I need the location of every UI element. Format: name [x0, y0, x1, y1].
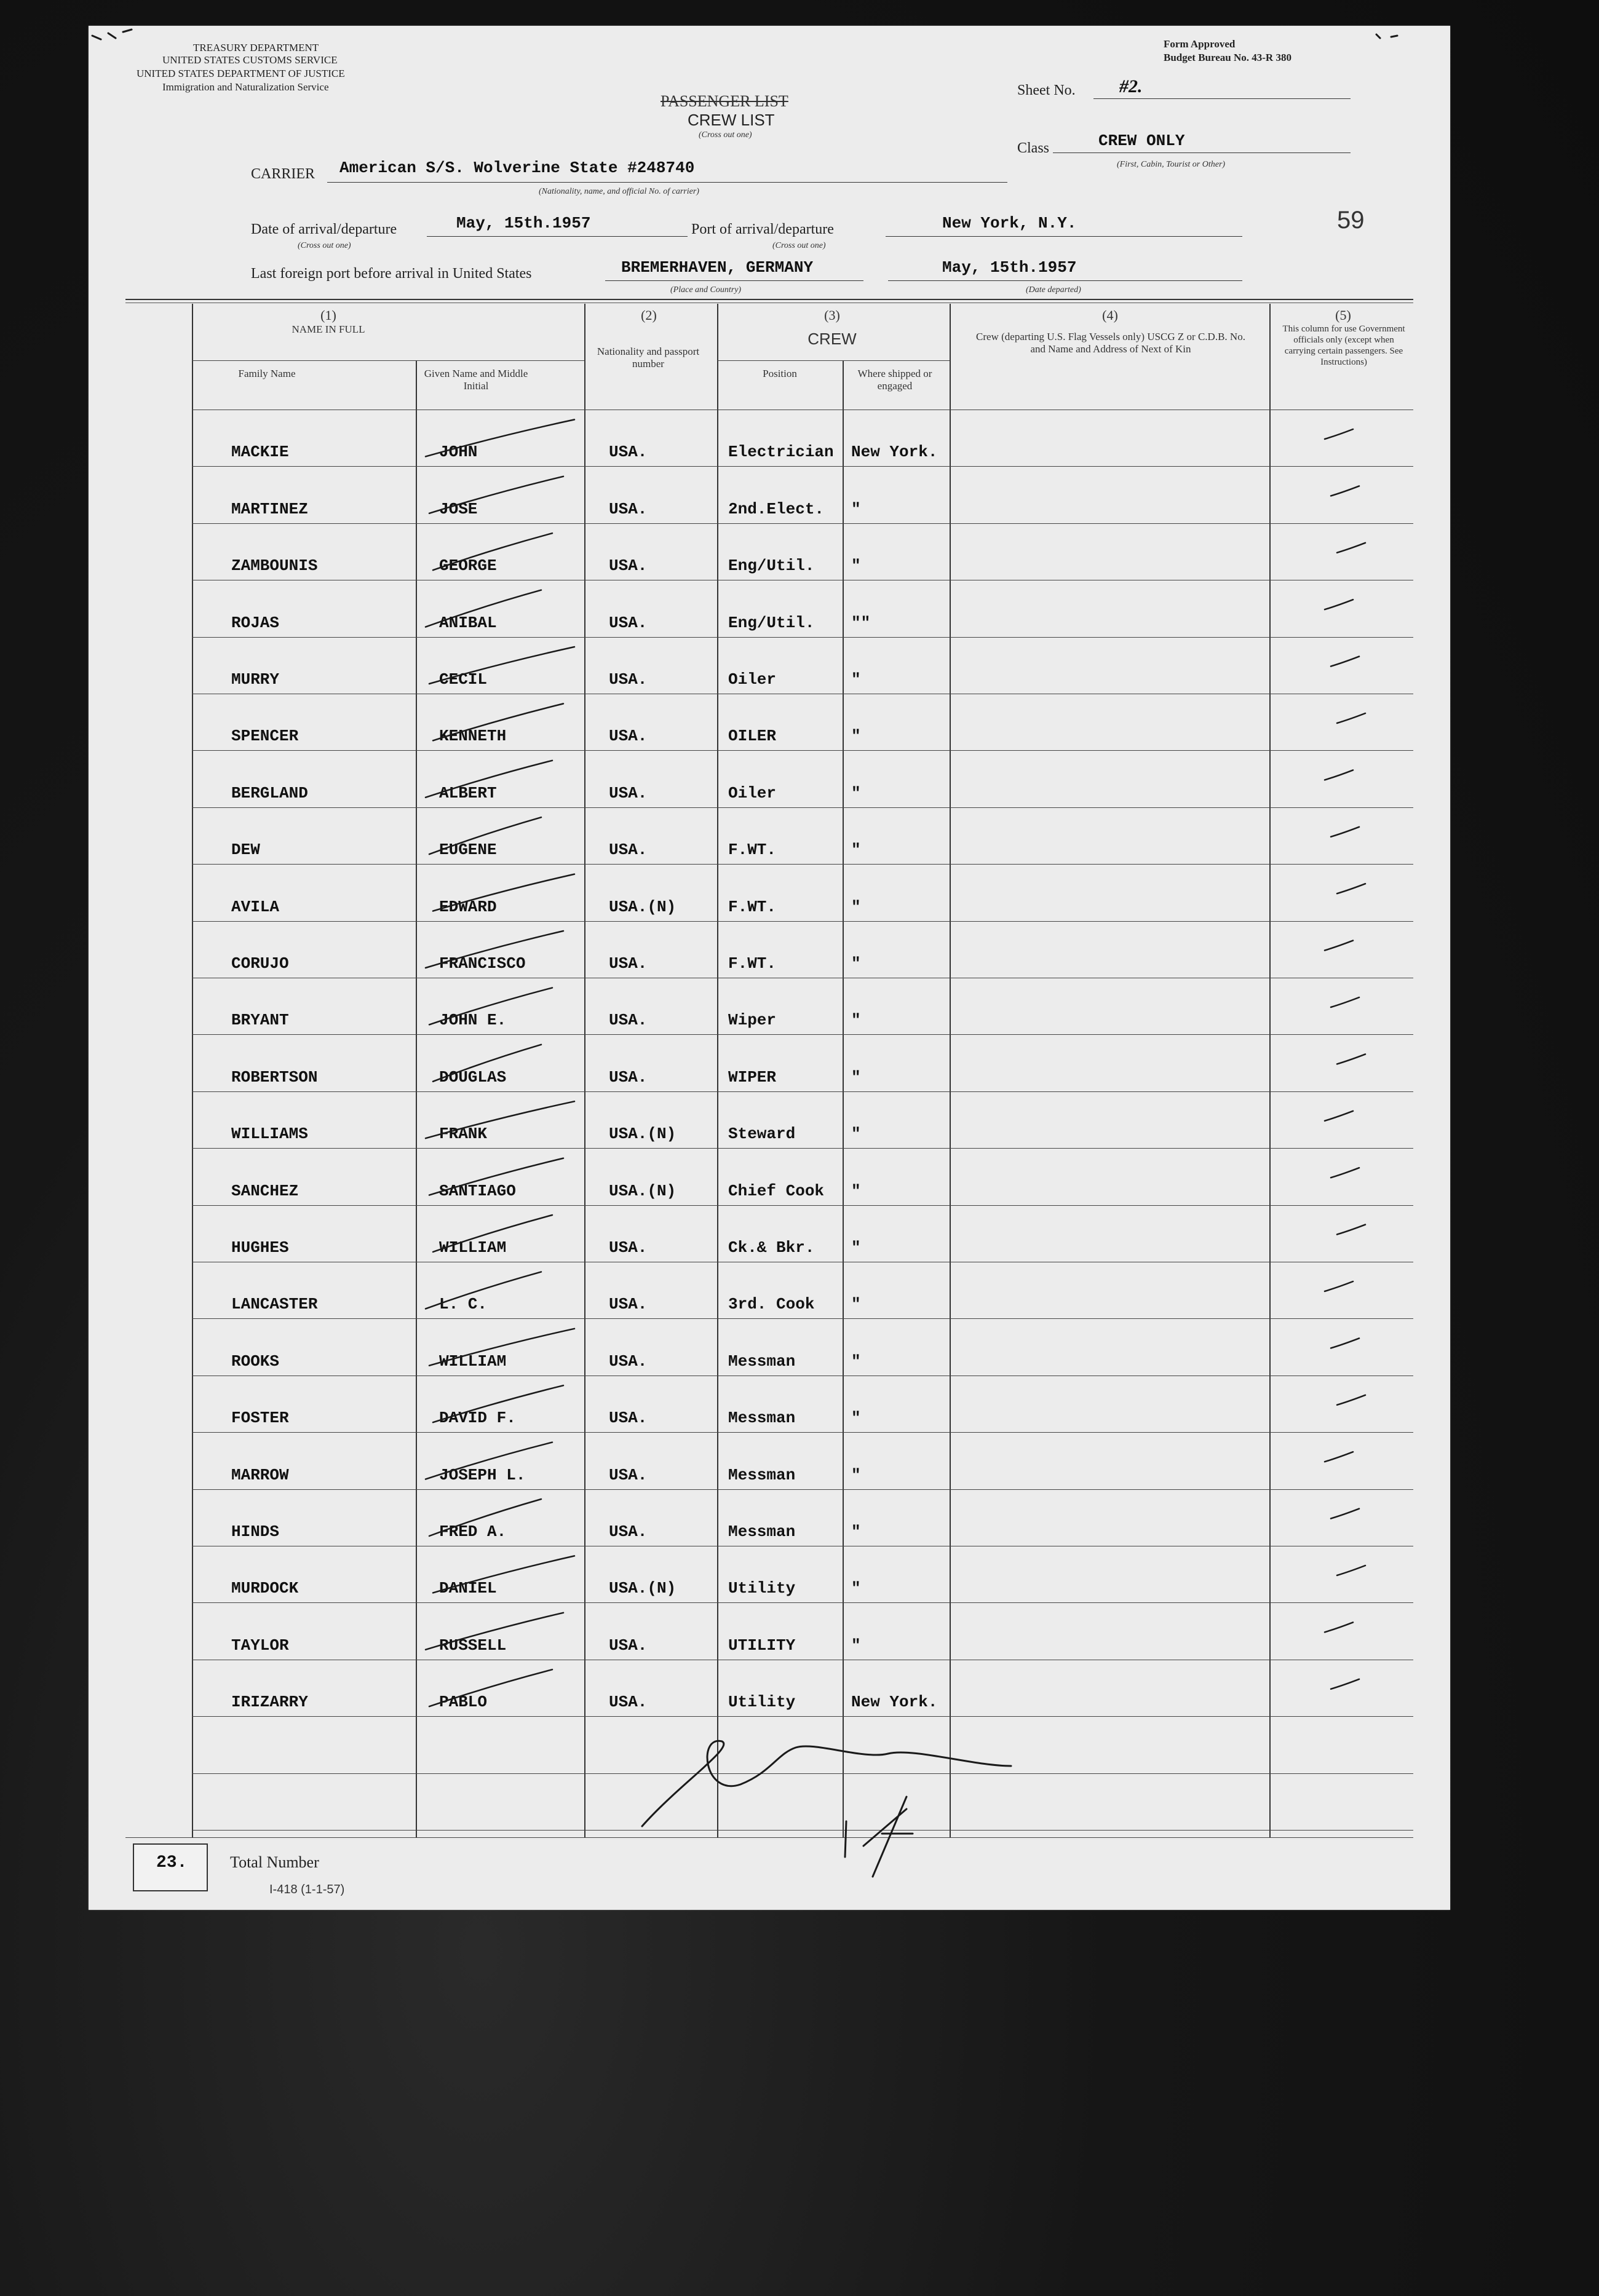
cell-nat: USA.	[609, 1068, 648, 1087]
cell-family: MARROW	[231, 1466, 289, 1484]
cell-position: Oiler	[728, 670, 777, 689]
cell-shipped: "	[851, 1579, 861, 1597]
cell-family: MARTINEZ	[231, 500, 308, 518]
cell-nat: USA.	[609, 1466, 648, 1484]
cell-given: FRED A.	[439, 1522, 507, 1541]
cell-position: Eng/Util.	[728, 614, 815, 632]
cell-shipped: "	[851, 1352, 861, 1371]
cell-position: Utility	[728, 1579, 796, 1597]
cell-family: LANCASTER	[231, 1295, 318, 1313]
cell-family: MURDOCK	[231, 1579, 299, 1597]
row-rule	[192, 807, 1413, 808]
row-rule	[192, 750, 1413, 751]
cell-shipped: "	[851, 670, 861, 689]
row-rule	[192, 921, 1413, 922]
cell-nat: USA.	[609, 443, 648, 461]
class-caption: (First, Cabin, Tourist or Other)	[1117, 160, 1226, 169]
budget-bureau: Budget Bureau No. 43-R 380	[1164, 52, 1292, 63]
cell-given: DAVID F.	[439, 1409, 516, 1427]
cell-given: ANIBAL	[439, 614, 497, 632]
cell-shipped: "	[851, 1182, 861, 1200]
cell-shipped: "	[851, 500, 861, 518]
cell-nat: USA.	[609, 1522, 648, 1541]
cell-given: WILLIAM	[439, 1238, 507, 1257]
cell-position: 3rd. Cook	[728, 1295, 815, 1313]
cell-family: MACKIE	[231, 443, 289, 461]
col-family-name: Family Name	[238, 368, 296, 379]
cell-given: ALBERT	[439, 784, 497, 802]
row-rule	[192, 637, 1413, 638]
cell-family: MURRY	[231, 670, 280, 689]
cell-nat: USA.	[609, 614, 648, 632]
cell-nat: USA.(N)	[609, 1182, 676, 1200]
cell-shipped: "	[851, 1466, 861, 1484]
row-rule	[192, 1489, 1413, 1490]
cell-given: JOSE	[439, 500, 478, 518]
total-label: Total Number	[230, 1853, 319, 1871]
date-departed-caption: (Date departed)	[1026, 285, 1081, 295]
row-rule	[192, 1432, 1413, 1433]
cell-given: KENNETH	[439, 727, 507, 745]
row-rule	[192, 1091, 1413, 1092]
cell-nat: USA.	[609, 1238, 648, 1257]
cell-shipped: New York.	[851, 443, 938, 461]
cell-shipped: "	[851, 841, 861, 859]
port-value: New York, N.Y.	[942, 214, 1077, 232]
col1-title: NAME IN FULL	[292, 323, 365, 335]
cell-family: CORUJO	[231, 954, 289, 973]
col5-title: This column for use Government officials only (except when carrying certain passengers. See Instructions)	[1282, 324, 1405, 367]
cell-family: WILLIAMS	[231, 1125, 308, 1143]
given-name-divider	[416, 360, 417, 1837]
cell-family: SPENCER	[231, 727, 299, 745]
col2-title: Nationality and passport number	[597, 346, 700, 370]
cell-family: HINDS	[231, 1522, 280, 1541]
cell-family: SANCHEZ	[231, 1182, 299, 1200]
cell-position: OILER	[728, 727, 777, 745]
nationality-divider	[584, 304, 585, 1837]
cell-shipped: New York.	[851, 1693, 938, 1711]
cell-given: PABLO	[439, 1693, 488, 1711]
cell-nat: USA.	[609, 556, 648, 575]
cell-shipped: "	[851, 1295, 861, 1313]
agency-line-4: Immigration and Naturalization Service	[162, 81, 329, 93]
cell-shipped: "	[851, 1238, 861, 1257]
last-port-caption: (Place and Country)	[670, 285, 742, 295]
row-rule	[192, 1602, 1413, 1603]
total-value: 23.	[156, 1853, 188, 1872]
cell-shipped: "	[851, 1068, 861, 1087]
form-approved: Form Approved	[1164, 38, 1236, 50]
cell-given: FRANCISCO	[439, 954, 526, 973]
cell-family: IRIZARRY	[231, 1693, 308, 1711]
cell-shipped: "	[851, 1636, 861, 1655]
form-number: I-418 (1-1-57)	[269, 1883, 345, 1896]
cell-given: SANTIAGO	[439, 1182, 516, 1200]
cell-family: ROBERTSON	[231, 1068, 318, 1087]
cell-position: Messman	[728, 1352, 796, 1371]
cell-family: ZAMBOUNIS	[231, 556, 318, 575]
cell-position: Messman	[728, 1409, 796, 1427]
list-title: CREW LIST	[688, 111, 775, 129]
cell-nat: USA.	[609, 1409, 648, 1427]
cell-nat: USA.	[609, 670, 648, 689]
cell-nat: USA.(N)	[609, 1579, 676, 1597]
row-rule	[192, 864, 1413, 865]
shipped-divider	[843, 360, 844, 1837]
col-position: Position	[763, 368, 797, 379]
cell-family: DEW	[231, 841, 260, 859]
cell-position: F.WT.	[728, 841, 777, 859]
government-divider	[1269, 304, 1271, 1837]
cell-position: Chief Cook	[728, 1182, 825, 1200]
class-label: Class	[1017, 140, 1050, 156]
cell-position: F.WT.	[728, 954, 777, 973]
cell-position: Wiper	[728, 1011, 777, 1029]
cell-shipped: "	[851, 1125, 861, 1143]
col3-title: CREW	[807, 330, 857, 348]
row-rule	[192, 1034, 1413, 1035]
cell-given: EUGENE	[439, 841, 497, 859]
col4-title: Crew (departing U.S. Flag Vessels only) USCG Z or C.D.B. No. and Name and Address of Next of Kin	[976, 331, 1245, 355]
cell-position: Steward	[728, 1125, 796, 1143]
cell-given: L. C.	[439, 1295, 488, 1313]
agency-line-2: UNITED STATES CUSTOMS SERVICE	[162, 54, 338, 66]
crew-list-form	[89, 26, 1450, 1910]
cell-given: CECIL	[439, 670, 488, 689]
cell-nat: USA.	[609, 784, 648, 802]
cell-family: ROOKS	[231, 1352, 280, 1371]
title-caption: (Cross out one)	[699, 130, 752, 140]
cell-family: ROJAS	[231, 614, 280, 632]
cell-shipped: "	[851, 1409, 861, 1427]
cell-shipped: "	[851, 727, 861, 745]
page-number: 59	[1337, 207, 1365, 234]
cell-shipped: "	[851, 898, 861, 916]
date-caption: (Cross out one)	[298, 241, 351, 250]
agency-line-3: UNITED STATES DEPARTMENT OF JUSTICE	[137, 68, 345, 79]
cell-given: FRANK	[439, 1125, 488, 1143]
col3-number: (3)	[824, 307, 840, 323]
cell-nat: USA.	[609, 1693, 648, 1711]
cell-nat: USA.	[609, 500, 648, 518]
cell-given: DOUGLAS	[439, 1068, 507, 1087]
col-given-name: Given Name and Middle Initial	[424, 368, 528, 392]
cell-given: EDWARD	[439, 898, 497, 916]
cell-nat: USA.(N)	[609, 898, 676, 916]
row-rule	[192, 1830, 1413, 1831]
row-rule	[192, 1773, 1413, 1774]
cell-position: UTILITY	[728, 1636, 796, 1655]
cell-position: Messman	[728, 1522, 796, 1541]
cell-shipped: "	[851, 784, 861, 802]
table-bottom-rule	[125, 1837, 1413, 1838]
cell-given: GEORGE	[439, 556, 497, 575]
kin-divider	[950, 304, 951, 1837]
cell-nat: USA.	[609, 727, 648, 745]
cell-given: WILLIAM	[439, 1352, 507, 1371]
col2-number: (2)	[641, 307, 657, 323]
row-rule	[192, 466, 1413, 467]
cell-position: Eng/Util.	[728, 556, 815, 575]
port-label: Port of arrival/departure	[691, 221, 834, 237]
crew-table	[89, 26, 1450, 1910]
cell-nat: USA.	[609, 1636, 648, 1655]
cell-shipped: "	[851, 954, 861, 973]
cell-given: RUSSELL	[439, 1636, 507, 1655]
sheet-label: Sheet No.	[1017, 82, 1076, 98]
cell-nat: USA.	[609, 954, 648, 973]
cell-nat: USA.	[609, 1011, 648, 1029]
cell-family: BERGLAND	[231, 784, 308, 802]
name-subheader-rule	[192, 360, 584, 361]
row-rule	[192, 1716, 1413, 1717]
cell-nat: USA.	[609, 1352, 648, 1371]
sheet-value: #2.	[1119, 76, 1143, 97]
cell-position: Electrician	[728, 443, 834, 461]
col4-number: (4)	[1102, 307, 1118, 323]
cell-family: HUGHES	[231, 1238, 289, 1257]
cell-family: TAYLOR	[231, 1636, 289, 1655]
carrier-value: American S/S. Wolverine State #248740	[339, 159, 695, 177]
col5-number: (5)	[1335, 307, 1351, 323]
date-value: May, 15th.1957	[456, 214, 591, 232]
cell-shipped: "	[851, 1522, 861, 1541]
cell-position: Ck.& Bkr.	[728, 1238, 815, 1257]
row-rule	[192, 1205, 1413, 1206]
col-where-shipped: Where shipped or engaged	[857, 368, 932, 392]
cell-position: Oiler	[728, 784, 777, 802]
col1-number: (1)	[320, 307, 336, 323]
cell-shipped: "	[851, 556, 861, 575]
cell-nat: USA.	[609, 841, 648, 859]
crew-subheader-rule	[717, 360, 950, 361]
cell-family: FOSTER	[231, 1409, 289, 1427]
table-left-border	[192, 304, 193, 1837]
cell-nat: USA.	[609, 1295, 648, 1313]
date-label: Date of arrival/departure	[251, 221, 397, 237]
last-port-label: Last foreign port before arrival in United States	[251, 266, 532, 282]
row-rule	[192, 1148, 1413, 1149]
cell-given: JOSEPH L.	[439, 1466, 526, 1484]
agency-line-1: TREASURY DEPARTMENT	[193, 42, 319, 53]
cell-position: F.WT.	[728, 898, 777, 916]
cell-given: DANIEL	[439, 1579, 497, 1597]
last-port-value: BREMERHAVEN, GERMANY	[621, 258, 814, 277]
row-rule	[192, 1318, 1413, 1319]
carrier-caption: (Nationality, name, and official No. of carrier)	[539, 187, 699, 196]
cell-family: BRYANT	[231, 1011, 289, 1029]
port-caption: (Cross out one)	[772, 241, 826, 250]
cell-position: WIPER	[728, 1068, 777, 1087]
passenger-list-struck: PASSENGER LIST	[661, 92, 788, 110]
cell-shipped: ""	[851, 614, 871, 632]
cell-position: 2nd.Elect.	[728, 500, 825, 518]
position-divider	[717, 304, 718, 1837]
cell-position: Messman	[728, 1466, 796, 1484]
cell-position: Utility	[728, 1693, 796, 1711]
cell-shipped: "	[851, 1011, 861, 1029]
cell-family: AVILA	[231, 898, 280, 916]
cell-nat: USA.(N)	[609, 1125, 676, 1143]
cell-given: JOHN	[439, 443, 478, 461]
carrier-label: CARRIER	[251, 166, 315, 182]
class-value: CREW ONLY	[1098, 132, 1185, 150]
cell-given: JOHN E.	[439, 1011, 507, 1029]
row-rule	[192, 523, 1413, 524]
date-departed-value: May, 15th.1957	[942, 258, 1077, 277]
